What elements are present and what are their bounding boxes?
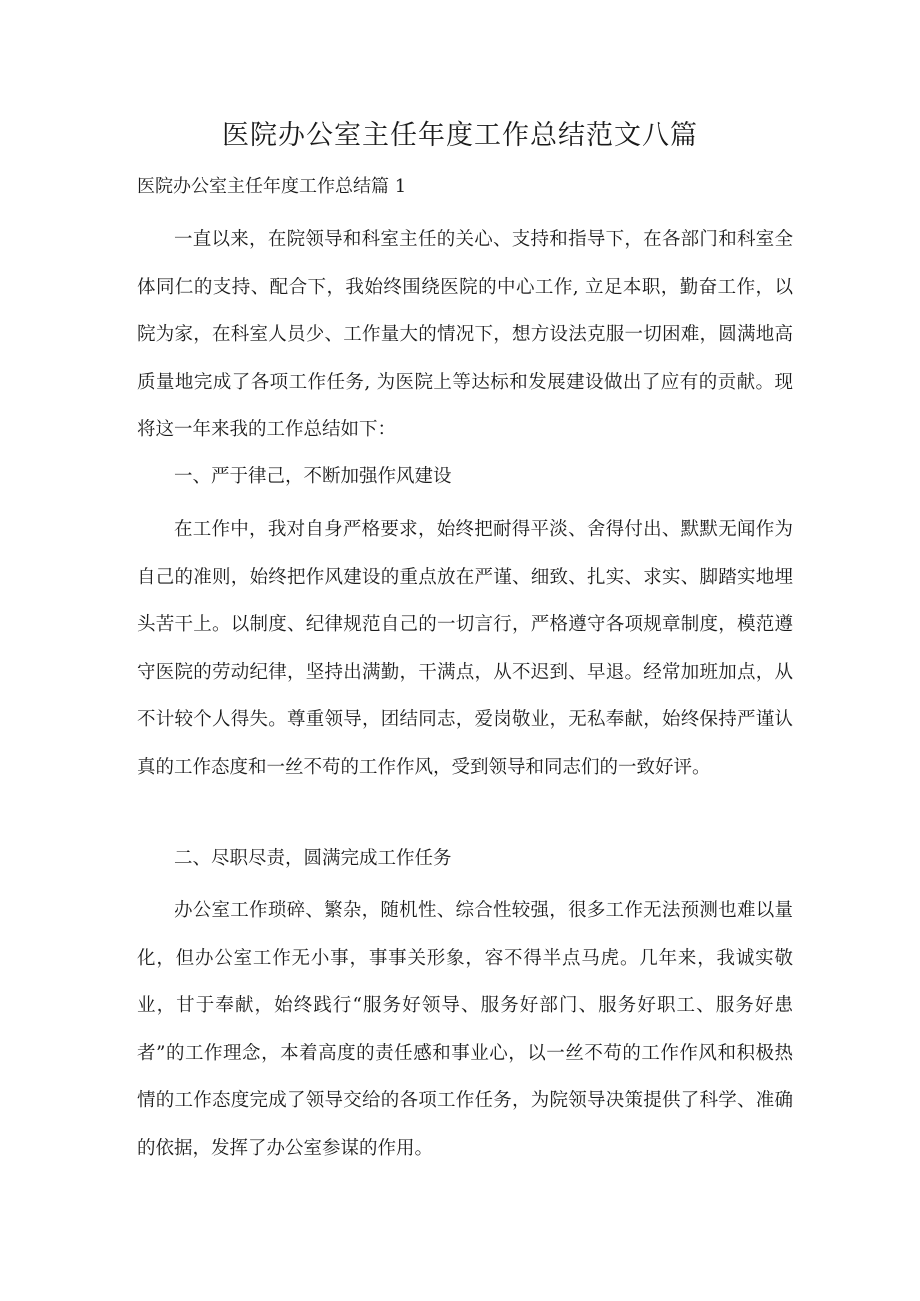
document-title: 医院办公室主任年度工作总结范文八篇 <box>222 120 698 151</box>
section-heading-1: 一、严于律己，不断加强作风建设 <box>174 466 452 487</box>
document-subtitle: 医院办公室主任年度工作总结篇 1 <box>137 176 407 197</box>
paragraph-intro: 一直以来，在院领导和科室主任的关心、支持和指导下，在各部门和科室全体同仁的支持、配合下，我始终围绕医院的中心工作, 立足本职，勤奋工作，以院为家，在科室人员少、工作量大的情况下，想方设法克服一切困难，圆满地高质量地完成了各项工作任务, 为医院上等达标和发展建设做出了应有的贡献。现将这一年来我的工作总结如下： <box>137 229 793 440</box>
paragraph-section-2: 办公室工作琐碎、繁杂，随机性、综合性较强，很多工作无法预测也难以量化，但办公室工作无小事，事事关形象，容不得半点马虎。几年来，我诚实敬业，甘于奉献，始终践行“服务好领导、服务好部门、服务好职工、服务好患者”的工作理念，本着高度的责任感和事业心，以一丝不苟的工作作风和积极热情的工作态度完成了领导交给的各项工作任务，为院领导决策提供了科学、准确的依据，发挥了办公室参谋的作用。 <box>137 900 793 1159</box>
section-heading-2: 二、尽职尽责，圆满完成工作任务 <box>174 848 452 869</box>
paragraph-section-1: 在工作中，我对自身严格要求，始终把耐得平淡、舍得付出、默默无闻作为自己的准则，始终把作风建设的重点放在严谨、细致、扎实、求实、脚踏实地埋头苦干上。以制度、纪律规范自己的一切言行，严格遵守各项规章制度，模范遵守医院的劳动纪律，坚持出满勤，干满点，从不迟到、早退。经常加班加点，从不计较个人得失。尊重领导，团结同志，爱岗敬业，无私奉献，始终保持严谨认真的工作态度和一丝不苟的工作作风，受到领导和同志们的一致好评。 <box>137 519 793 778</box>
